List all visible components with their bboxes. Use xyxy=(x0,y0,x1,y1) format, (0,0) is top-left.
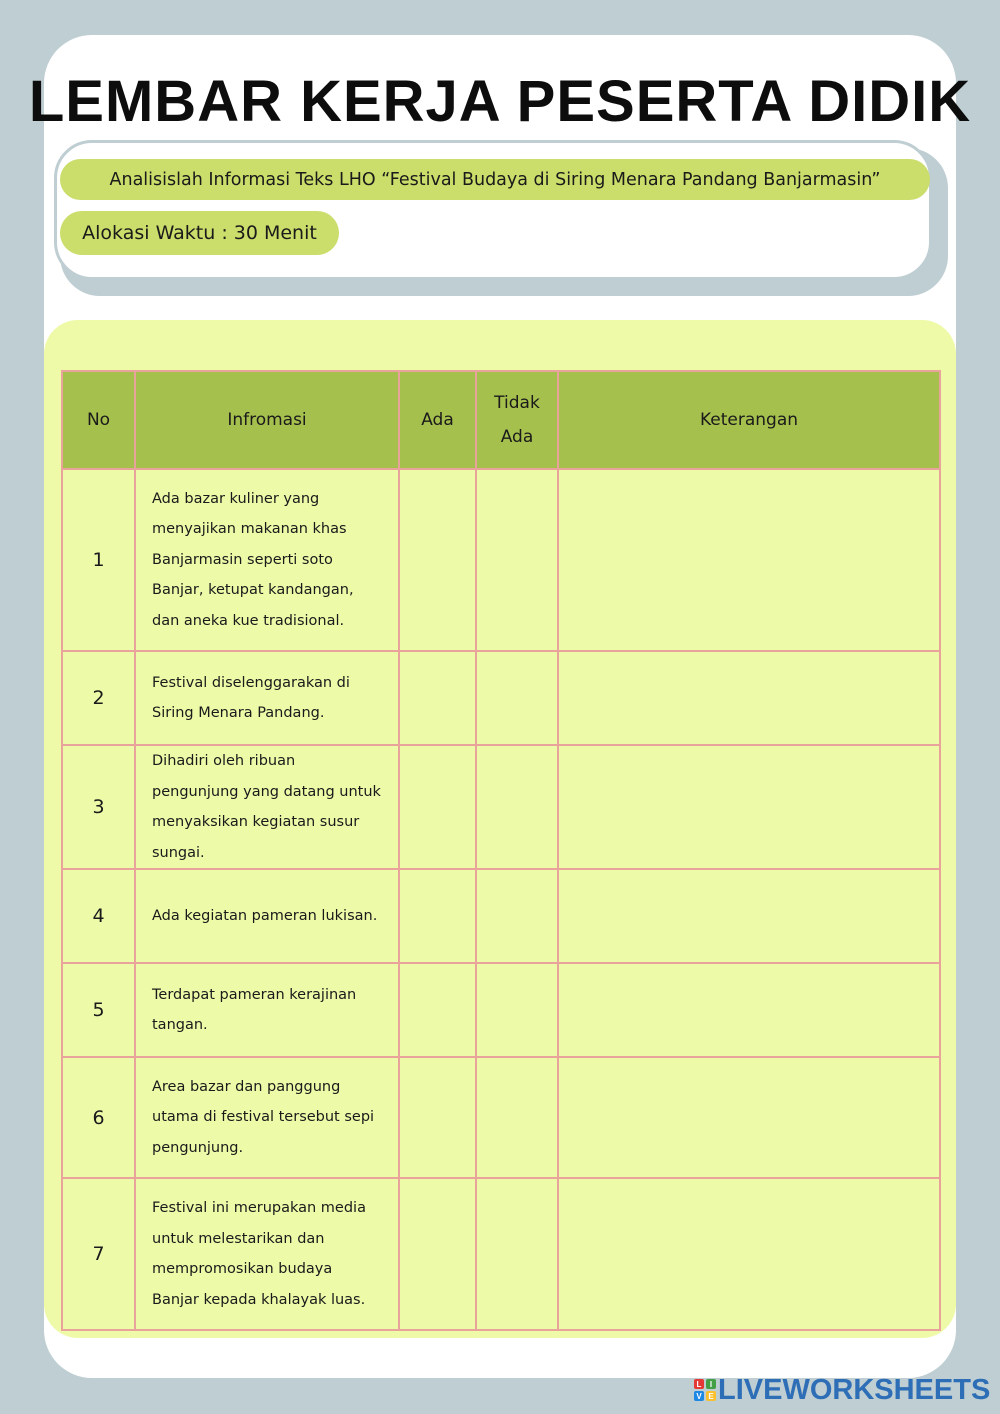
header-keterangan: Keterangan xyxy=(558,371,940,469)
tidak-ada-answer-cell[interactable] xyxy=(476,745,558,869)
ada-answer-cell[interactable] xyxy=(399,1057,476,1178)
keterangan-answer-cell[interactable] xyxy=(558,651,940,745)
keterangan-answer-cell[interactable] xyxy=(558,963,940,1057)
row-info: Terdapat pameran kerajinan tangan. xyxy=(135,963,399,1057)
keterangan-answer-cell[interactable] xyxy=(558,745,940,869)
tidak-ada-answer-cell[interactable] xyxy=(476,651,558,745)
worksheet-table xyxy=(61,370,941,1331)
header-info: Infromasi xyxy=(135,371,399,469)
row-info: Dihadiri oleh ribuan pengunjung yang datang untuk menyaksikan kegiatan susur sungai. xyxy=(135,745,399,869)
row-info: Area bazar dan panggung utama di festival tersebut sepi pengunjung. xyxy=(135,1057,399,1178)
logo-block: L xyxy=(694,1379,704,1389)
keterangan-answer-cell[interactable] xyxy=(558,869,940,963)
ada-answer-cell[interactable] xyxy=(399,1178,476,1330)
ada-answer-cell[interactable] xyxy=(399,745,476,869)
logo-block: V xyxy=(694,1391,704,1401)
ada-answer-cell[interactable] xyxy=(399,963,476,1057)
row-info: Festival diselenggarakan di Siring Menara Pandang. xyxy=(135,651,399,745)
header-ada: Ada xyxy=(399,371,476,469)
tidak-ada-answer-cell[interactable] xyxy=(476,1057,558,1178)
row-info: Festival ini merupakan media untuk melestarikan dan mempromosikan budaya Banjar kepada khalayak luas. xyxy=(135,1178,399,1330)
ada-answer-cell[interactable] xyxy=(399,869,476,963)
table-row xyxy=(62,745,940,869)
page-title: LEMBAR KERJA PESERTA DIDIK xyxy=(28,69,972,134)
keterangan-answer-cell[interactable] xyxy=(558,469,940,651)
ada-answer-cell[interactable] xyxy=(399,469,476,651)
tidak-ada-answer-cell[interactable] xyxy=(476,469,558,651)
row-number: 5 xyxy=(62,963,135,1057)
tidak-ada-answer-cell[interactable] xyxy=(476,1178,558,1330)
row-number: 1 xyxy=(62,469,135,651)
row-number: 3 xyxy=(62,745,135,869)
row-number: 4 xyxy=(62,869,135,963)
logo-block: E xyxy=(706,1391,716,1401)
ada-answer-cell[interactable] xyxy=(399,651,476,745)
keterangan-answer-cell[interactable] xyxy=(558,1178,940,1330)
row-number: 7 xyxy=(62,1178,135,1330)
row-number: 6 xyxy=(62,1057,135,1178)
row-info: Ada kegiatan pameran lukisan. xyxy=(135,869,399,963)
header-tidak-ada-line1: Tidak xyxy=(494,393,540,413)
row-info: Ada bazar kuliner yang menyajikan makanan khas Banjarmasin seperti soto Banjar, ketupat kandangan, dan aneka kue tradisional. xyxy=(135,469,399,651)
table-row xyxy=(62,651,940,745)
table-row xyxy=(62,963,940,1057)
tidak-ada-answer-cell[interactable] xyxy=(476,869,558,963)
header-no: No xyxy=(62,371,135,469)
table-row xyxy=(62,1178,940,1330)
table-row xyxy=(62,1057,940,1178)
row-number: 2 xyxy=(62,651,135,745)
table-row xyxy=(62,469,940,651)
tidak-ada-answer-cell[interactable] xyxy=(476,963,558,1057)
task-instruction: Analisislah Informasi Teks LHO “Festival Budaya di Siring Menara Pandang Banjarmasin” xyxy=(60,159,930,200)
header-tidak-ada-line2: Ada xyxy=(500,427,534,447)
table-row xyxy=(62,869,940,963)
keterangan-answer-cell[interactable] xyxy=(558,1057,940,1178)
logo-blocks-icon xyxy=(694,1379,716,1401)
liveworksheets-logo xyxy=(694,1375,990,1405)
logo-block: I xyxy=(706,1379,716,1389)
header-tidak-ada xyxy=(476,371,558,469)
table-header-row xyxy=(62,371,940,469)
time-allocation: Alokasi Waktu : 30 Menit xyxy=(60,211,339,255)
logo-text: LIVEWORKSHEETS xyxy=(718,1374,991,1406)
